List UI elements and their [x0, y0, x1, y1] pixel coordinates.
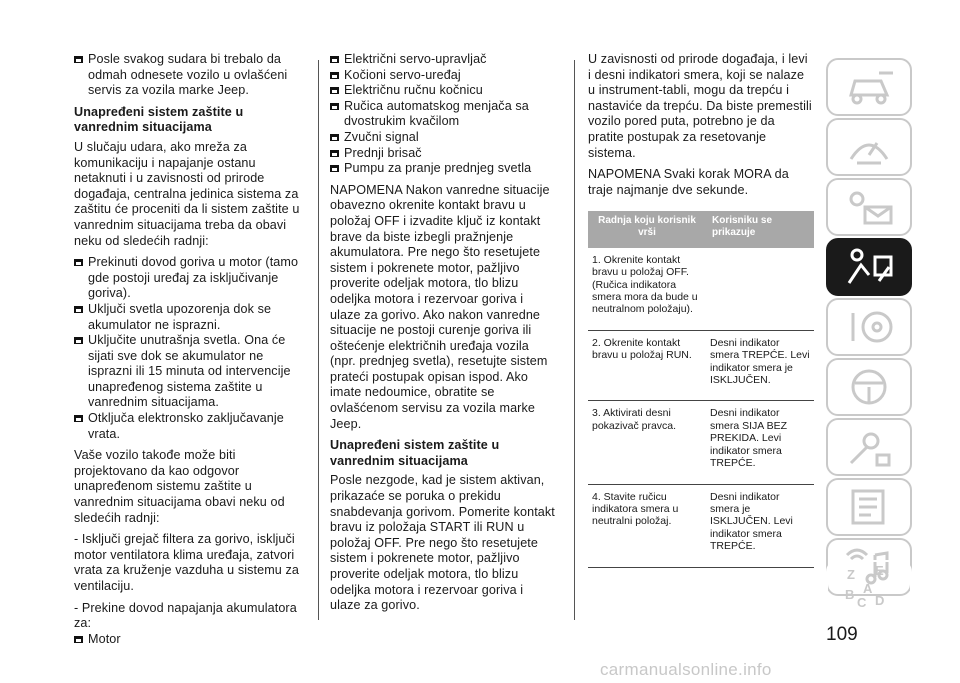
paragraph: U zavisnosti od prirode događaja, i levi i desni indikatori smera, koji se nalaze u instrument-tabli, mogu da trepću i nastaviće da trepću. Da biste premestili vozilo pored puta, potrebno je da pratite postupak za resetovanje sistema. [588, 52, 812, 160]
bullet-item: Uključite unutrašnja svetla. Ona će sijati sve dok se akumulator ne isprazni ili 15 minuta od intervencije unapređenog sistema zaštite u vanrednim situacijama. [74, 333, 306, 411]
bullet-item: Prekinuti dovod goriva u motor (tamo gde postoji uređaj za isključivanje goriva). [74, 255, 306, 302]
column-right [588, 52, 814, 204]
dash-item: - Isključi grejač filtera za gorivo, isključi motor ventilatora klima uređaja, zatvori vrata za kruženje vazduha u sistemu za ventilaciju. [74, 532, 300, 593]
table-header-row [588, 211, 814, 248]
reset-procedure-table [588, 211, 814, 568]
svg-text:D: D [875, 593, 885, 608]
paragraph: Posle nezgode, kad je sistem aktivan, prikazaće se poruka o prekidu snabdevanja gorivom. Pomerite kontakt bravu iz položaja START ili RUN u položaj OFF. Pre nego što resetujete sistem i pokrenete motor, pažljivo proverite odeljak motora, tlo blizu odeljka motora i rezervoar goriva i ulaze za gorivo. [330, 473, 555, 613]
bullet-item: Motor [74, 632, 306, 648]
table-cell [706, 248, 814, 331]
section-heading: Unapređeni sistem zaštite u vanrednim situacijama [330, 438, 500, 468]
car-dashboard-icon[interactable] [826, 58, 912, 116]
svg-text:Z: Z [847, 567, 855, 582]
maintenance-icon[interactable] [826, 418, 912, 476]
note-paragraph: NAPOMENA Nakon vanredne situacije obavezno okrenite kontakt bravu u položaj OFF i izvadite ključ iz kontakt brave da biste izbegli pražnjenje akumulatora. Pre nego što resetujete sistem i pokrenete motor, pažljivo proverite odeljak motora, tlo blizu odeljka motora i rezervoar goriva i ulaze za gorivo. Ako nakon vanredne situacije ne postoji curenje goriva ili oštećenje električnih uređaja vozila (npr. prednjeg svetla), resetujte sistem prateći postupak opisan ispod. Ako imate nedoumice, obratite se ovlašćenom servisu za vozila marke Jeep. [330, 182, 550, 431]
bullet-item: Električni servo-upravljač [330, 52, 556, 68]
watermark: carmanualsonline.info [600, 660, 772, 679]
page-number: 109 [826, 624, 858, 645]
driving-steering-icon[interactable] [826, 298, 912, 356]
table-cell: 3. Aktivirati desni pokazivač pravca. [588, 401, 706, 484]
bullet-item: Ručica automatskog menjača sa dvostrukim kvačilom [330, 99, 556, 130]
airbag-safety-icon[interactable] [826, 238, 912, 296]
table-row [588, 330, 814, 401]
svg-text:C: C [857, 595, 867, 609]
column-left [74, 52, 306, 647]
column-middle [330, 52, 556, 620]
bullet-item: Posle svakog sudara bi trebalo da odmah odnesete vozilo u ovlašćeni servis za vozila marke Jeep. [74, 52, 306, 99]
bullet-item: Kočioni servo-uređaj [330, 68, 556, 84]
table-header-cell: Korisniku se prikazuje [706, 211, 814, 248]
warning-lights-icon[interactable] [826, 178, 912, 236]
column-divider [318, 60, 319, 620]
table-cell: Desni indikator smera TREPĆE. Levi indikator smera je ISKLJUČEN. [706, 330, 814, 401]
table-cell: 4. Stavite ručicu indikatora smera u neutralni položaj. [588, 484, 706, 567]
table-header-cell: Radnja koju korisnik vrši [588, 211, 706, 248]
svg-text:B: B [845, 587, 855, 602]
svg-text:A: A [863, 581, 873, 596]
section-heading: Unapređeni sistem zaštite u vanrednim situacijama [74, 104, 244, 135]
bullet-item: Pumpu za pranje prednjeg svetla [330, 161, 556, 177]
emergency-icon[interactable] [826, 358, 912, 416]
table-cell: Desni indikator smera SIJA BEZ PREKIDA. Levi indikator smera TREPĆE. [706, 401, 814, 484]
table-row [588, 401, 814, 484]
bullet-item: Električnu ručnu kočnicu [330, 83, 556, 99]
bullet-item: Otključa elektronsko zaključavanje vrata. [74, 411, 306, 442]
table-cell: 1. Okrenite kontakt bravu u položaj OFF. (Ručica indikatora smera mora da bude u neutralnom položaju). [588, 248, 706, 331]
note-paragraph: NAPOMENA Svaki korak MORA da traje najmanje dve sekunde. [588, 167, 789, 197]
index-letters-icon[interactable] [826, 560, 912, 614]
table-row [588, 248, 814, 331]
bullet-item: Prednji brisač [330, 146, 556, 162]
dash-item: - Prekine dovod napajanja akumulatora za: [74, 600, 297, 631]
table-cell: 2. Okrenite kontakt bravu u položaj RUN. [588, 330, 706, 401]
table-cell: Desni indikator smera je ISKLJUČEN. Levi indikator smera TREPĆE. [706, 484, 814, 567]
technical-data-icon[interactable] [826, 478, 912, 536]
instrument-panel-icon[interactable] [826, 118, 912, 176]
svg-text:E: E [875, 565, 884, 578]
column-divider [574, 60, 575, 620]
table-row [588, 484, 814, 567]
paragraph: Vaše vozilo takođe može biti projektovano da kao odgovor unapređenom sistemu zaštite u vanrednim situacijama obavi neku od sledećih radnji: [74, 448, 285, 525]
bullet-item: Uključi svetla upozorenja dok se akumulator ne isprazni. [74, 302, 306, 333]
bullet-item: Zvučni signal [330, 130, 556, 146]
paragraph: U slučaju udara, ako mreža za komunikaciju i napajanje ostanu netaknuti i u zavisnosti od prirode događaja, centralna jedinica sistema za zaštitu će proceniti da li sistem zaštite u vanrednim situacijama treba da obavi neku od sledećih radnji: [74, 139, 300, 248]
